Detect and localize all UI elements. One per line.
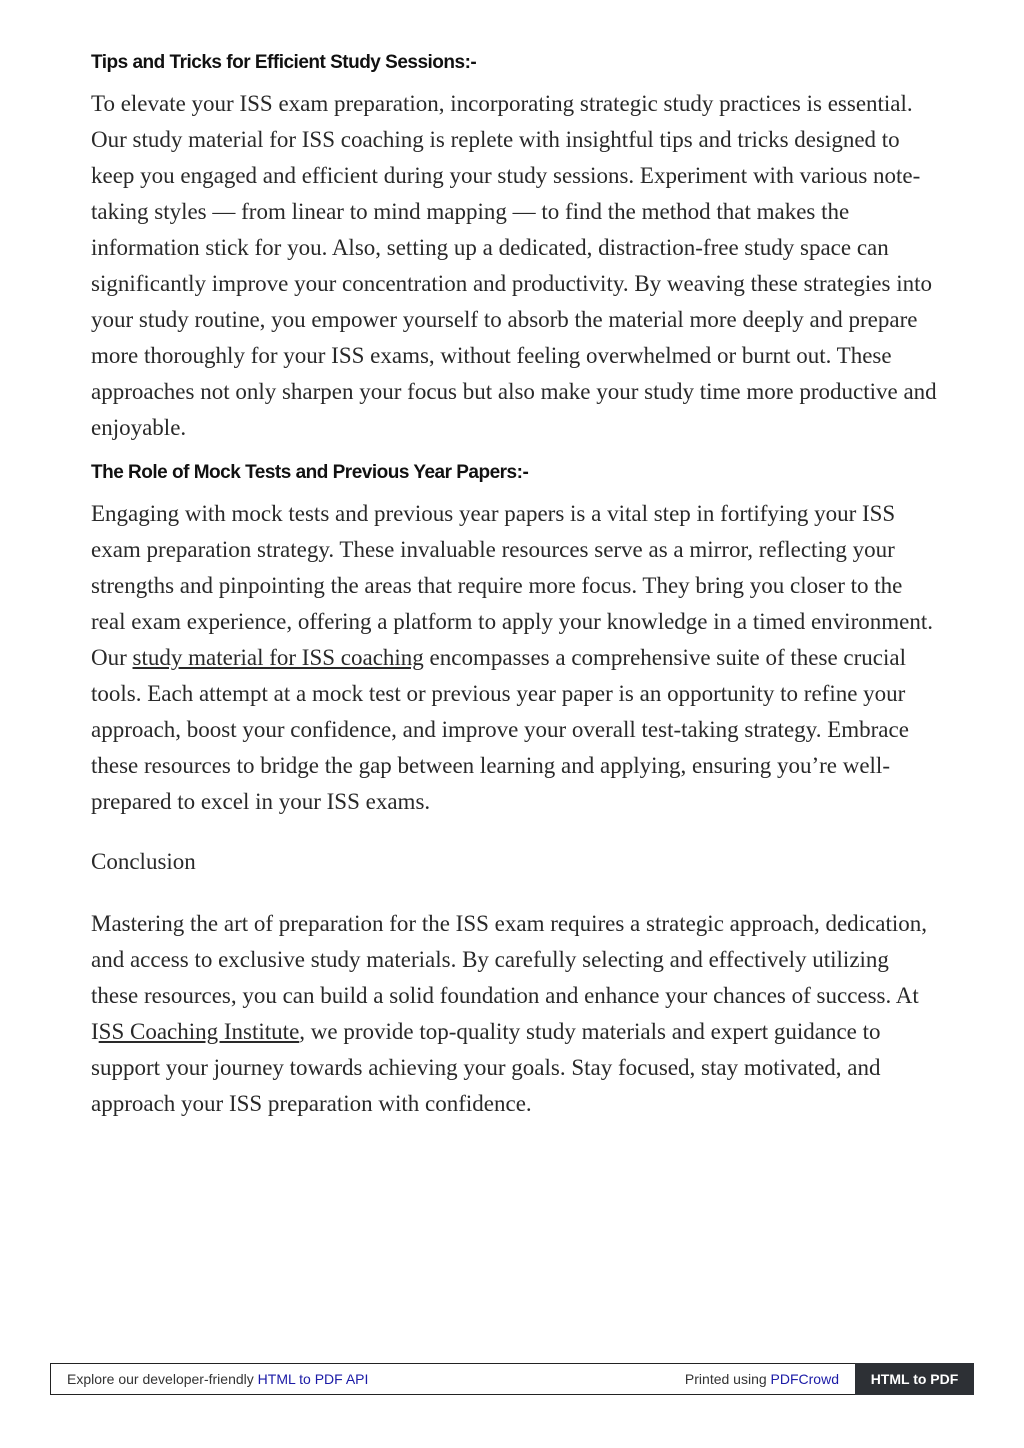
paragraph-mock-tests-text-start: Engaging with mock tests and previous year papers is a vital step in fortifying your ISS exam preparation strategy. These invaluable resources serve as a mirror, reflecting your strengths and pinpointing the areas that require more focus. They bring you closer to the real exam experience, offering a platform to apply your knowledge in a timed environment. Our: [91, 501, 933, 670]
pdfcrowd-link[interactable]: PDFCrowd: [770, 1371, 839, 1387]
pdf-footer-bar: [50, 1363, 974, 1395]
conclusion-label: Conclusion: [91, 849, 196, 874]
paragraph-mock-tests-text-end: encompasses a comprehensive suite of these crucial tools. Each attempt at a mock test or previous year paper is an opportunity to refine your approach, boost your confidence, and improve your overall test-taking strategy. Embrace these resources to bridge the gap between learning and applying, ensuring you’re well-prepared to excel in your ISS exams.: [91, 645, 909, 814]
section-heading-tips: Tips and Tricks for Efficient Study Sessions:-: [91, 52, 477, 73]
footer-printed-text: Printed using: [684, 1371, 771, 1387]
study-material-link[interactable]: study material for ISS coaching: [132, 645, 424, 670]
paragraph-conclusion: [91, 906, 941, 1122]
footer-right: [685, 1364, 839, 1394]
html-to-pdf-api-link[interactable]: HTML to PDF API: [257, 1371, 369, 1387]
footer-explore-text: Explore our developer-friendly: [67, 1371, 258, 1387]
paragraph-conclusion-text-end: , we provide top-quality study materials and expert guidance to support your journey towards achieving your goals. Stay focused, stay motivated, and approach your ISS preparation with confidence.: [91, 1019, 881, 1116]
footer-left: [67, 1364, 368, 1394]
html-to-pdf-badge[interactable]: HTML to PDF: [855, 1363, 974, 1395]
paragraph-mock-tests: [91, 496, 941, 820]
article-content: [91, 50, 941, 1122]
section-heading-mock-tests: The Role of Mock Tests and Previous Year Papers:-: [91, 462, 529, 483]
paragraph-tips: To elevate your ISS exam preparation, incorporating strategic study practices is essential. Our study material for ISS coaching is replete with insightful tips and tricks designed to keep you engaged and efficient during your study sessions. Experiment with various note-taking styles — from linear to mind mapping — to find the method that makes the information stick for you. Also, setting up a dedicated, distraction-free study space can significantly improve your concentration and productivity. By weaving these strategies into your study routine, you empower yourself to absorb the material more deeply and prepare more thoroughly for your ISS exams, without feeling overwhelmed or burnt out. These approaches not only sharpen your focus but also make your study time more productive and enjoyable.: [91, 91, 937, 440]
coaching-institute-link[interactable]: SS Coaching Institute: [98, 1019, 300, 1044]
paragraph-conclusion-text-start: Mastering the art of preparation for the ISS exam requires a strategic approach, dedication, and access to exclusive study materials. By carefully selecting and effectively utilizing these resources, you can build a solid foundation and enhance your chances of success. At I: [91, 911, 927, 1044]
